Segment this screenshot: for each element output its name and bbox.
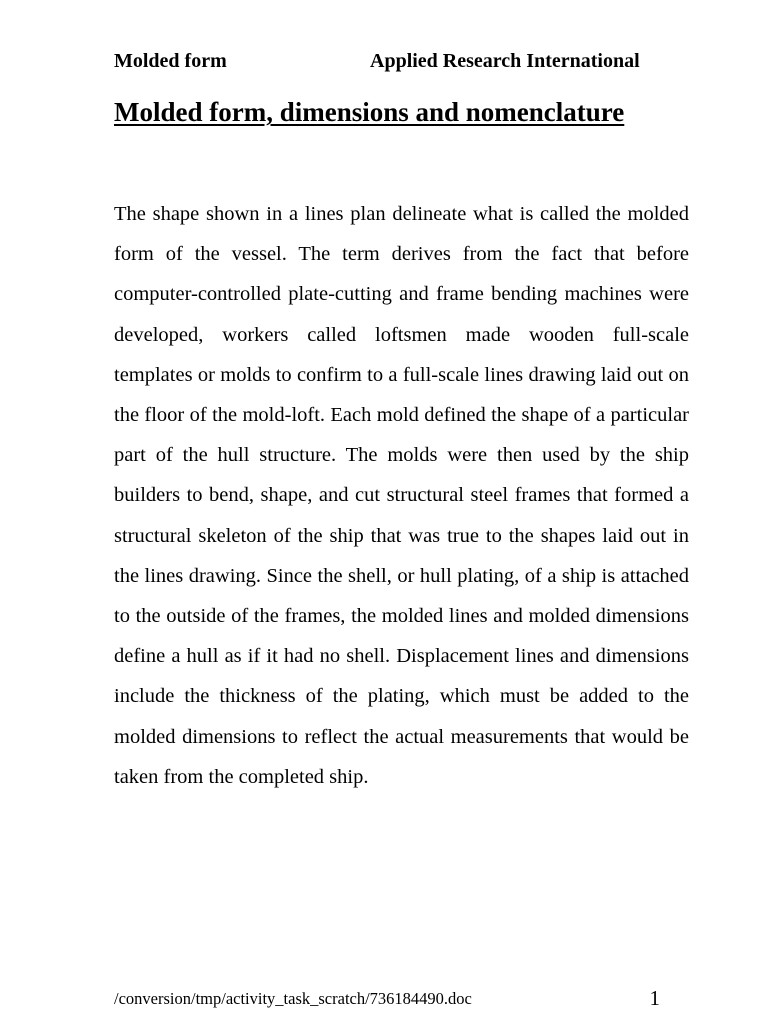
header-section-title: Molded form — [114, 50, 227, 72]
header-organization: Applied Research International — [370, 50, 640, 72]
footer-file-path: /conversion/tmp/activity_task_scratch/736184490.doc — [114, 989, 472, 1008]
running-header — [114, 48, 676, 74]
body-paragraph: The shape shown in a lines plan delineate what is called the molded form of the vessel. The term derives from the fact that before computer-controlled plate-cutting and frame bending machines were developed, workers called loftsmen made wooden full-scale templates or molds to confirm to a full-scale lines drawing laid out on the floor of the mold-loft. Each mold defined the shape of a particular part of the hull structure. The molds were then used by the ship builders to bend, shape, and cut structural steel frames that formed a structural skeleton of the ship that was true to the shapes laid out in the lines drawing. Since the shell, or hull plating, of a ship is attached to the outside of the frames, the molded lines and molded dimensions define a hull as if it had no shell. Displacement lines and dimensions include the thickness of the plating, which must be added to the molded dimensions to reflect the actual measurements that would be taken from the completed ship. — [114, 203, 689, 788]
page-title: Molded form, dimensions and nomenclature — [114, 97, 625, 127]
page-number: 1 — [649, 986, 660, 1010]
